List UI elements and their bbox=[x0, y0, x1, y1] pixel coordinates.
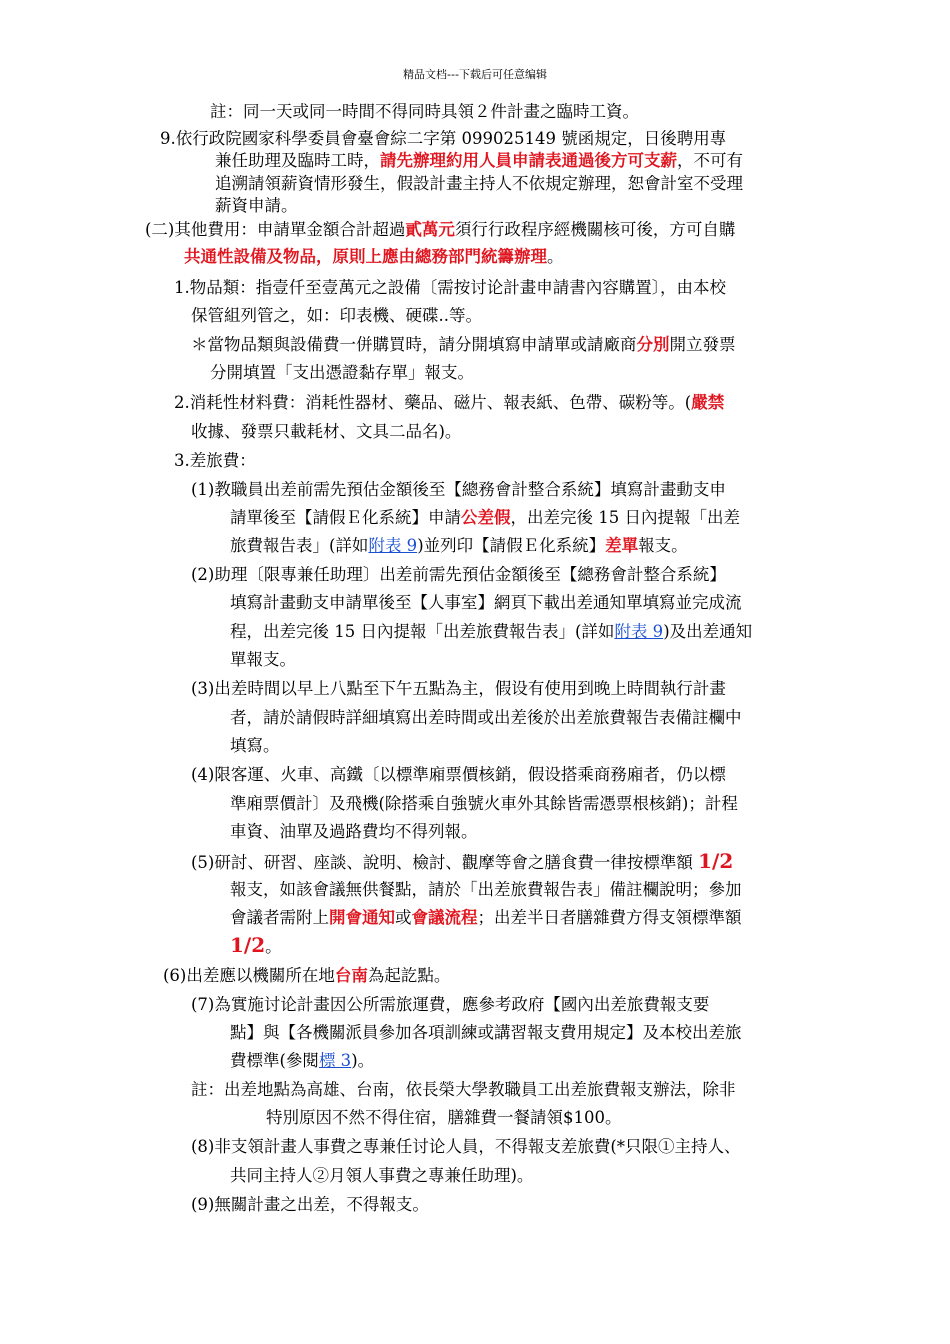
item-9-line: 薪資申請。 bbox=[215, 196, 298, 215]
sub-item-8-line: (8)非支領計畫人事費之專兼任讨论人員，不得報支差旅費(*只限①主持人、 bbox=[191, 1137, 741, 1156]
sub-item-8-line: 共同主持人②月領人事費之專兼任助理)。 bbox=[230, 1166, 534, 1185]
highlight-text: 台南 bbox=[334, 966, 368, 985]
sub-item-2-line: 單報支。 bbox=[230, 650, 296, 669]
sub-item-2-line: 填寫計畫動支申請單後至【人事室】網頁下載出差通知單填寫並完成流 bbox=[230, 593, 742, 612]
sub-item-4-line: 車資、油單及過路費均不得列報。 bbox=[230, 822, 478, 841]
item-1-line: 1.物品類：指壹仟至壹萬元之設備〔需按讨论計畫申請書內容購置〕，由本校 bbox=[174, 278, 726, 297]
sub-item-9-line: (9)無關計畫之出差，不得報支。 bbox=[191, 1195, 429, 1214]
item-3-heading: 3.差旅費： bbox=[174, 451, 256, 470]
highlight-text: 會議流程 bbox=[411, 908, 478, 927]
sub-item-7-line: 費標準(參閱標 3)。 bbox=[230, 1051, 375, 1070]
sub-item-4-line: (4)限客運、火車、高鐵〔以標準廂票價核銷，假设搭乘商務廂者，仍以標 bbox=[191, 765, 726, 784]
sub-item-3-line: (3)出差時間以早上八點至下午五點為主，假设有使用到晚上時間執行計畫 bbox=[191, 679, 726, 698]
highlight-text: 請先辦理約用人員申請表通過後方可支薪 bbox=[380, 151, 677, 170]
sub-item-1-line: 旅費報告表」(詳如附表 9)並列印【請假Ｅ化系統】差單報支。 bbox=[230, 536, 688, 555]
sub-item-5-line: 會議者需附上開會通知或會議流程；出差半日者膳雜費方得支領標準額 bbox=[230, 908, 742, 927]
item-9-line: 9.依行政院國家科學委員會臺會綜二字第 099025149 號函規定，日後聘用專 bbox=[160, 129, 727, 148]
item-1-line: 保管組列管之，如：印表機、硬碟..等。 bbox=[191, 306, 482, 325]
item-1-note: ＊當物品類與設備費一併購買時，請分開填寫申請單或請廠商分別開立發票 bbox=[191, 335, 736, 354]
sub-item-5-line: (5)研討、研習、座談、說明、檢討、觀摩等會之膳食費一律按標準額 1/2 bbox=[191, 849, 734, 873]
sub-item-6-line: (6)出差應以機關所在地台南為起訖點。 bbox=[163, 966, 451, 985]
section-2-line: 共通性設備及物品，原則上應由總務部門統籌辦理。 bbox=[184, 247, 564, 266]
highlight-text: 共通性設備及物品，原則上應由總務部門統籌辦理 bbox=[184, 247, 547, 266]
item-9-line: 追溯請領薪資情形發生，假設計畫主持人不依規定辦理，恕會計室不受理 bbox=[215, 174, 743, 193]
sub-item-3-line: 填寫。 bbox=[230, 736, 280, 755]
highlight-text: 1/2 bbox=[698, 849, 734, 873]
highlight-text: 貳萬元 bbox=[405, 220, 455, 239]
sub-item-3-line: 者，請於請假時詳細填寫出差時間或出差後於出差旅費報告表備註欄中 bbox=[230, 708, 742, 727]
sub-item-5-line: 1/2。 bbox=[230, 933, 282, 957]
note-line: 註：同一天或同一時間不得同時具領２件計畫之臨時工資。 bbox=[210, 102, 639, 121]
page-header: 精品文档---下载后可任意编辑 bbox=[403, 68, 547, 81]
highlight-text: 差單 bbox=[605, 536, 639, 555]
sub-item-7-note: 註：出差地點為高雄、台南，依長榮大學教職員工出差旅費報支辦法，除非 bbox=[191, 1080, 736, 1099]
highlight-text: 嚴禁 bbox=[691, 393, 725, 412]
section-2-heading: (二)其他費用：申請單金額合計超過貳萬元須行行政程序經機關核可後，方可自購 bbox=[145, 220, 736, 239]
highlight-text: 1/2 bbox=[230, 933, 266, 957]
sub-item-1-line: 請單後至【請假Ｅ化系統】申請公差假，出差完後 15 日內提報「出差 bbox=[230, 508, 740, 527]
item-9-line: 兼任助理及臨時工時，請先辦理約用人員申請表通過後方可支薪，不可有 bbox=[215, 151, 743, 170]
appendix-3-link[interactable]: 標 3 bbox=[318, 1051, 352, 1070]
item-2-line: 收據、發票只載耗材、文具二品名)。 bbox=[191, 422, 462, 441]
appendix-9-link[interactable]: 附表 9 bbox=[614, 622, 664, 641]
highlight-text: 公差假 bbox=[461, 508, 511, 527]
sub-item-1-line: (1)教職員出差前需先預估金額後至【總務會計整合系統】填寫計畫動支申 bbox=[191, 480, 726, 499]
item-1-note: 分開填置「支出憑證黏存單」報支。 bbox=[210, 363, 474, 382]
sub-item-2-line: 程，出差完後 15 日內提報「出差旅費報告表」(詳如附表 9)及出差通知 bbox=[230, 622, 753, 641]
sub-item-4-line: 準廂票價計〕及飛機(除搭乘自強號火車外其餘皆需憑票根核銷)；計程 bbox=[230, 794, 738, 813]
appendix-9-link[interactable]: 附表 9 bbox=[368, 536, 418, 555]
highlight-text: 開會通知 bbox=[329, 908, 395, 927]
sub-item-5-line: 報支，如該會議無供餐點，請於「出差旅費報告表」備註欄說明；參加 bbox=[230, 880, 742, 899]
highlight-text: 分別 bbox=[636, 335, 670, 354]
sub-item-7-note: 特別原因不然不得住宿，膳雜費一餐請領$100。 bbox=[266, 1108, 622, 1127]
sub-item-2-line: (2)助理〔限專兼任助理〕出差前需先預估金額後至【總務會計整合系統】 bbox=[191, 565, 726, 584]
item-2-line: 2.消耗性材料費：消耗性器材、藥品、磁片、報表紙、色帶、碳粉等。(嚴禁 bbox=[174, 393, 725, 412]
sub-item-7-line: (7)為實施讨论計畫因公所需旅運費，應參考政府【國內出差旅費報支要 bbox=[191, 995, 710, 1014]
sub-item-7-line: 點】與【各機關派員參加各項訓練或講習報支費用規定】及本校出差旅 bbox=[230, 1023, 742, 1042]
